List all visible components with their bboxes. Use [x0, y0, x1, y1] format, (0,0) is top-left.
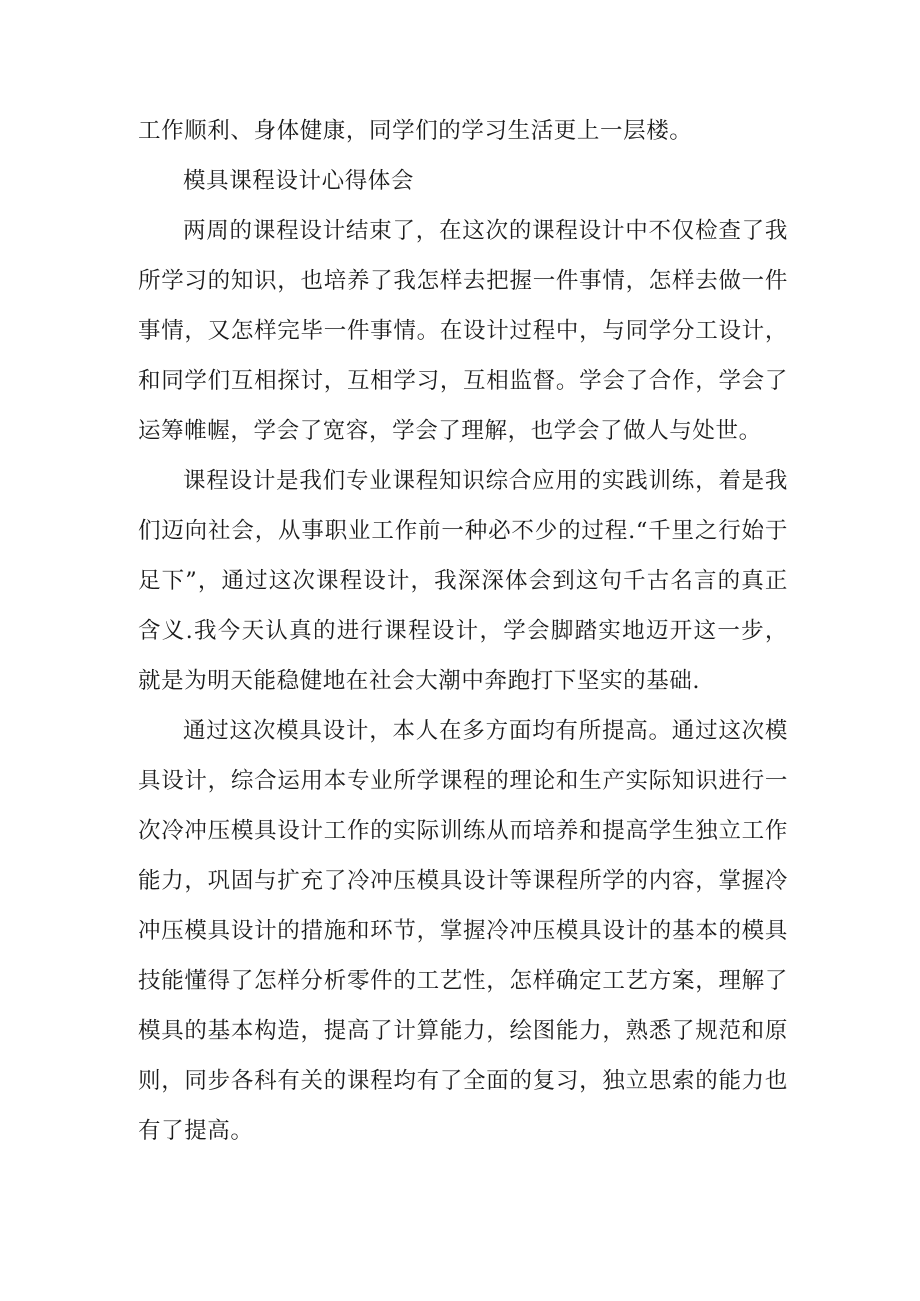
body-paragraph: 课程设计是我们专业课程知识综合应用的实践训练，着是我们迈向社会，从事职业工作前一种必不少的过程.“千里之行始于足下”，通过这次课程设计，我深深体会到这句千古名言的真正含义.我今天认真的进行课程设计，学会脚踏实地迈开这一步，就是为明天能稳健地在社会大潮中奔跑打下坚实的基础. [138, 468, 788, 694]
section-heading: 模具课程设计心得体会 [183, 168, 415, 194]
body-paragraph: 两周的课程设计结束了，在这次的课程设计中不仅检查了我所学习的知识，也培养了我怎样去把握一件事情，怎样去做一件事情，又怎样完毕一件事情。在设计过程中，与同学分工设计，和同学们互相探讨，互相学习，互相监督。学会了合作，学会了运筹帷幄，学会了宽容，学会了理解，也学会了做人与处世。 [138, 218, 788, 444]
continued-paragraph: 工作顺利、身体健康，同学们的学习生活更上一层楼。 [138, 118, 693, 144]
document-body [138, 106, 788, 1156]
body-paragraph: 通过这次模具设计，本人在多方面均有所提高。通过这次模具设计，综合运用本专业所学课程的理论和生产实际知识进行一次冷冲压模具设计工作的实际训练从而培养和提高学生独立工作能力，巩固与扩充了冷冲压模具设计等课程所学的内容，掌握冷冲压模具设计的措施和环节，掌握冷冲压模具设计的基本的模具技能懂得了怎样分析零件的工艺性，怎样确定工艺方案，理解了模具的基本构造，提高了计算能力，绘图能力，熟悉了规范和原则，同步各科有关的课程均有了全面的复习，独立思索的能力也有了提高。 [138, 718, 788, 1144]
